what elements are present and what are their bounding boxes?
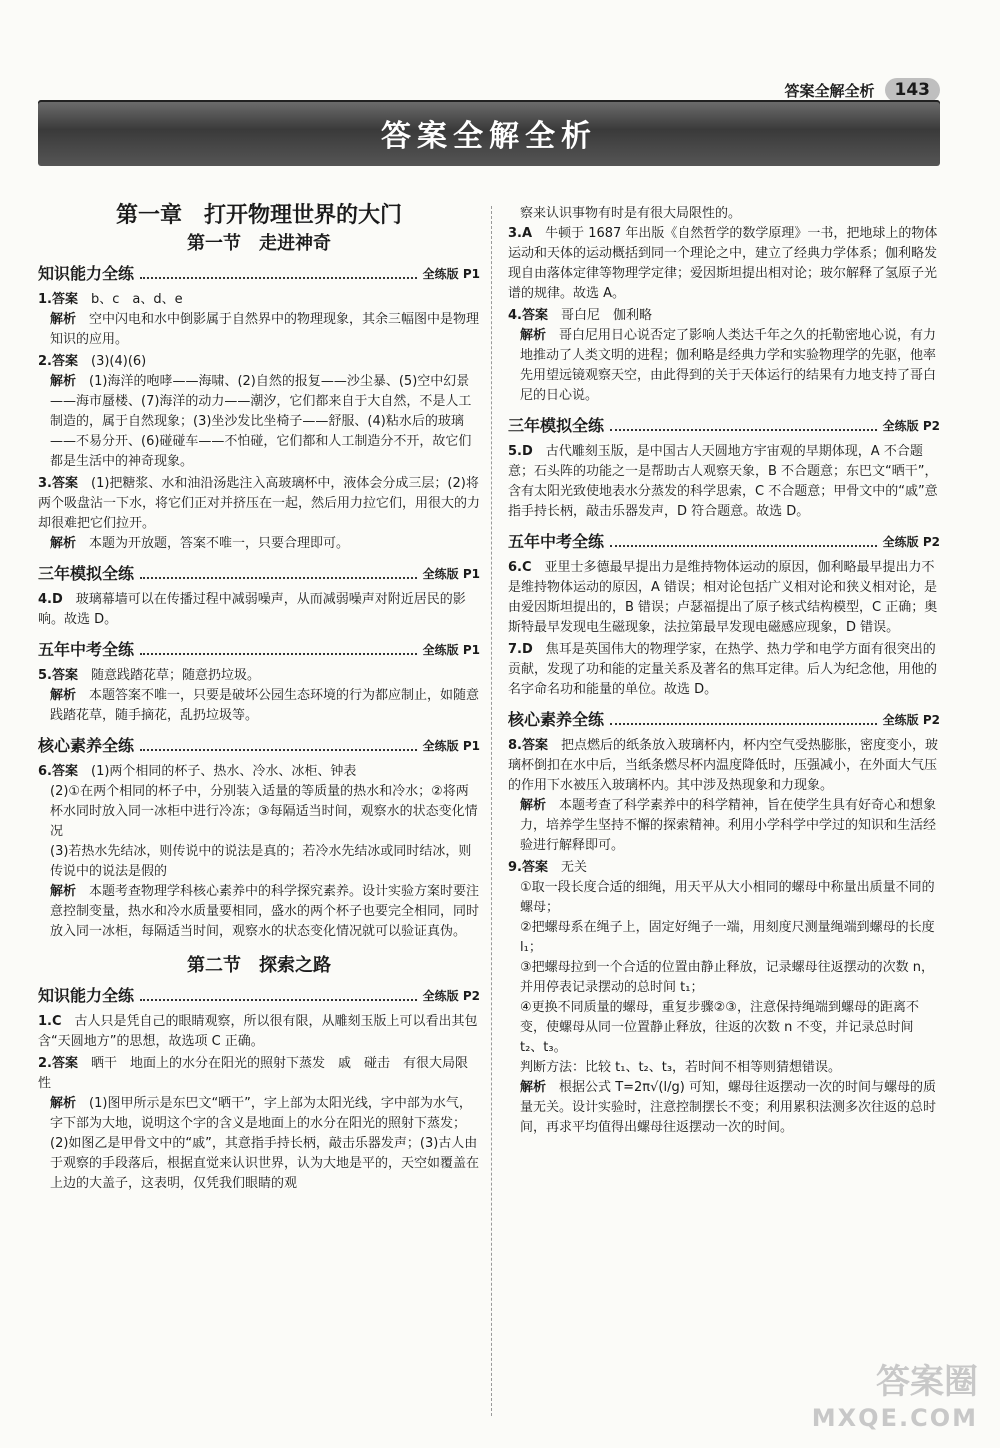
banner-title: 答案全解全析 — [381, 119, 597, 154]
exercise-title: 三年模拟全练 — [508, 416, 605, 435]
answer-item: 5.答案 随意践踏花草；随意扔垃圾。 解析 本题答案不唯一，只要是破坏公园生态环境的行为都应制止，如随意践踏花草，随手摘花，乱扔垃圾等。 — [38, 668, 480, 723]
exercise-title: 知识能力全练 — [38, 986, 135, 1005]
exercise-heading — [38, 986, 480, 1006]
answer-item: 1.答案 b、c a、d、e 解析 空中闪电和水中倒影属于自然界中的物理现象，其余三幅图中是物理知识的应用。 — [38, 292, 480, 347]
chapter-title: 第一章 打开物理世界的大门 — [115, 203, 402, 228]
answer-item: 4.D 玻璃幕墙可以在传播过程中减弱噪声，从而减弱噪声对附近居民的影响。故选 D。 — [38, 592, 466, 627]
exercise-heading — [508, 710, 940, 730]
exercise-title: 三年模拟全练 — [38, 564, 135, 583]
exercise-title: 五年中考全练 — [38, 640, 135, 659]
section-title: 第二节 探索之路 — [187, 955, 331, 976]
answer-item: 3.答案 (1)把糖浆、水和油沿汤匙注入高玻璃杯中，液体会分成三层；(2)将两个吸盘沾一下水，将它们正对并挤压在一起，然后用力拉它们，用很大的力却很难把它们拉开。 解析 本题为开放题，答案不唯一，只要合理即可。 — [38, 476, 481, 551]
exercise-heading — [38, 564, 480, 584]
answer-item: 4.答案 哥白尼 伽利略 解析 哥白尼用日心说否定了影响人类达千年之久的托勒密地心说，有力地推动了人类文明的进程；伽利略是经典力学和实验物理学的先驱，他率先用望远镜观察天空，由此得到的关于天体运行的结果有力地支持了哥白尼的日心说。 — [508, 308, 937, 403]
answer-item: 2.答案 (3)(4)(6) 解析 (1)海洋的咆哮——海啸、(2)自然的报复——沙尘暴、(5)空中幻景——海市蜃楼、(7)海洋的动力——潮汐，它们都来自于大自然，不是人工制造的，属于自然现象；(3)坐沙发比坐椅子——舒服、(4)粘水后的玻璃——不易分开、(6)碰碰车——不怕碰，它们都和人工制造分不开，故它们都是生活中的神奇现象。 — [38, 354, 472, 469]
exercise-ref: 全练版 P1 — [422, 643, 480, 657]
exercise-heading — [508, 532, 940, 552]
exercise-ref: 全练版 P2 — [882, 713, 940, 727]
exercise-title: 知识能力全练 — [38, 264, 135, 283]
watermark: 答案圈 MXQE.COM — [811, 1362, 978, 1432]
exercise-heading — [38, 264, 480, 284]
exercise-ref: 全练版 P2 — [882, 419, 940, 433]
answer-item: 8.答案 把点燃后的纸条放入玻璃杯内，杯内空气受热膨胀，密度变小，玻璃杯倒扣在水中后，当纸条燃尽杯内温度降低时，压强减小，在外面大气压的作用下水被压入玻璃杯内。其中涉及热现象和力现象。 解析 本题考查了科学素养中的科学精神，旨在使学生具有好奇心和想象力，培养学生坚持不懈的探索精神。利用小学科学中学过的知识和生活经验进行解释即可。 — [508, 738, 939, 853]
exercise-title: 核心素养全练 — [38, 736, 135, 755]
exercise-title: 五年中考全练 — [508, 532, 605, 551]
exercise-ref: 全练版 P1 — [422, 739, 480, 753]
answer-item: 3.A 牛顿于 1687 年出版《自然哲学的数学原理》一书，把地球上的物体运动和天体的运动概括到同一个理论之中，建立了经典力学体系；伽利略发现自由落体定律等物理学定律；爱因斯坦提出相对论；玻尔解释了氢原子光谱的规律。故选 A。 — [508, 226, 938, 301]
exercise-ref: 全练版 P2 — [422, 989, 480, 1003]
answer-item: 6.答案 (1)两个相同的杯子、热水、冷水、冰柜、钟表 (2)①在两个相同的杯子中，分别装入适量的等质量的热水和冷水；②将两杯水同时放入同一冰柜中进行冷冻；③每隔适当时间，观察水的状态变化情况 (3)若热水先结冰，则传说中的说法是真的；若冷水先结冰或同时结冰，则传说中的说法是假的 解析 本题考查物理学科核心素养中的科学探究素养。设计实验方案时要注意控制变量，热水和冷水质量要相同，盛水的两个杯子也要完全相同，同时放入同一冰柜，每隔适当时间，观察水的状态变化情况就可以验证真伪。 — [38, 764, 480, 939]
exercise-heading — [38, 736, 480, 756]
page-header — [784, 78, 940, 102]
page-number: 143 — [885, 78, 941, 102]
answer-item: 1.C 古人只是凭自己的眼睛观察，所以很有限，从雕刻玉版上可以看出其包含“天圆地方”的思想，故选项 C 正确。 — [38, 1014, 478, 1049]
answer-item: 6.C 亚里士多德最早提出力是维持物体运动的原因，伽利略最早提出力不是维持物体运动的原因，A 错误；相对论包括广义相对论和狭义相对论，是由爱因斯坦提出的，B 错误；卢瑟福提出了原子核式结构模型，C 正确；奥斯特最早发现电生磁现象，法拉第最早发现电磁感应现象，D 错误。 — [508, 560, 938, 635]
exercise-ref: 全练版 P2 — [882, 535, 940, 549]
exercise-ref: 全练版 P1 — [422, 567, 480, 581]
continued-text: 察来认识事物有时是有很大局限性的。 — [520, 206, 742, 221]
left-column — [38, 200, 480, 1196]
title-banner — [38, 100, 940, 166]
answer-item: 9.答案 无关 ①取一段长度合适的细绳，用天平从大小相同的螺母中称量出质量不同的螺母； ②把螺母系在绳子上，固定好绳子一端，用刻度尺测量绳端到螺母的长度 l₁； ③把螺母拉到一个合适的位置由静止释放，记录螺母往返摆动的次数 n，并用停表记录摆动的总时间 t₁； ④更换不同质量的螺母，重复步骤②③，注意保持绳端到螺母的距离不变，使螺母从同一位置静止释放，往返的次数 n 不变，并记录总时间 t₂、t₃。 判断方法：比较 t₁、t₂、t₃，若时间不相等则猜想错误。 解析 根据公式 T=2π√(l/g) 可知，螺母往返摆动一次的时间与螺母的质量无关。设计实验时，注意控制摆长不变；利用累积法测多次往返的总时间，再求平均值得出螺母往返摆动一次的时间。 — [508, 860, 937, 1135]
answer-item: 5.D 古代雕刻玉版，是中国古人天圆地方宇宙观的早期体现，A 不合题意；石头阵的功能之一是帮助古人观察天象，B 不合题意；东巴文“晒干”，含有太阳光致使地表水分蒸发的科学思索，C 不合题意；甲骨文中的“戚”意指手持长柄，敲击乐器发声，D 符合题意。故选 D。 — [508, 444, 938, 519]
section-title: 第一节 走进神奇 — [187, 233, 331, 254]
exercise-title: 核心素养全练 — [508, 710, 605, 729]
exercise-heading — [508, 416, 940, 436]
header-label: 答案全解全析 — [784, 81, 875, 100]
right-column — [508, 204, 940, 1140]
answer-item: 7.D 焦耳是英国伟大的物理学家，在热学、热力学和电学方面有很突出的贡献，发现了功和能的定量关系及著名的焦耳定律。后人为纪念他，用他的名字命名功和能量的单位。故选 D。 — [508, 642, 938, 697]
exercise-ref: 全练版 P1 — [422, 267, 480, 281]
exercise-heading — [38, 640, 480, 660]
answer-item: 2.答案 晒干 地面上的水分在阳光的照射下蒸发 戚 碰击 有很大局限性 解析 (1)图甲所示是东巴文“晒干”，字上部为太阳光线，字中部为水气，字下部为大地，说明这个字的含义是地面上的水分在阳光的照射下蒸发；(2)如图乙是甲骨文中的“戚”，其意指手持长柄，敲击乐器发声；(3)古人由于观察的手段落后，根据直觉来认识世界，认为大地是平的，天空如覆盖在上边的大盖子，这表明，仅凭我们眼睛的观 — [38, 1056, 480, 1191]
formula: T=2π√(l/g) — [615, 1080, 685, 1095]
column-divider — [491, 206, 492, 1416]
